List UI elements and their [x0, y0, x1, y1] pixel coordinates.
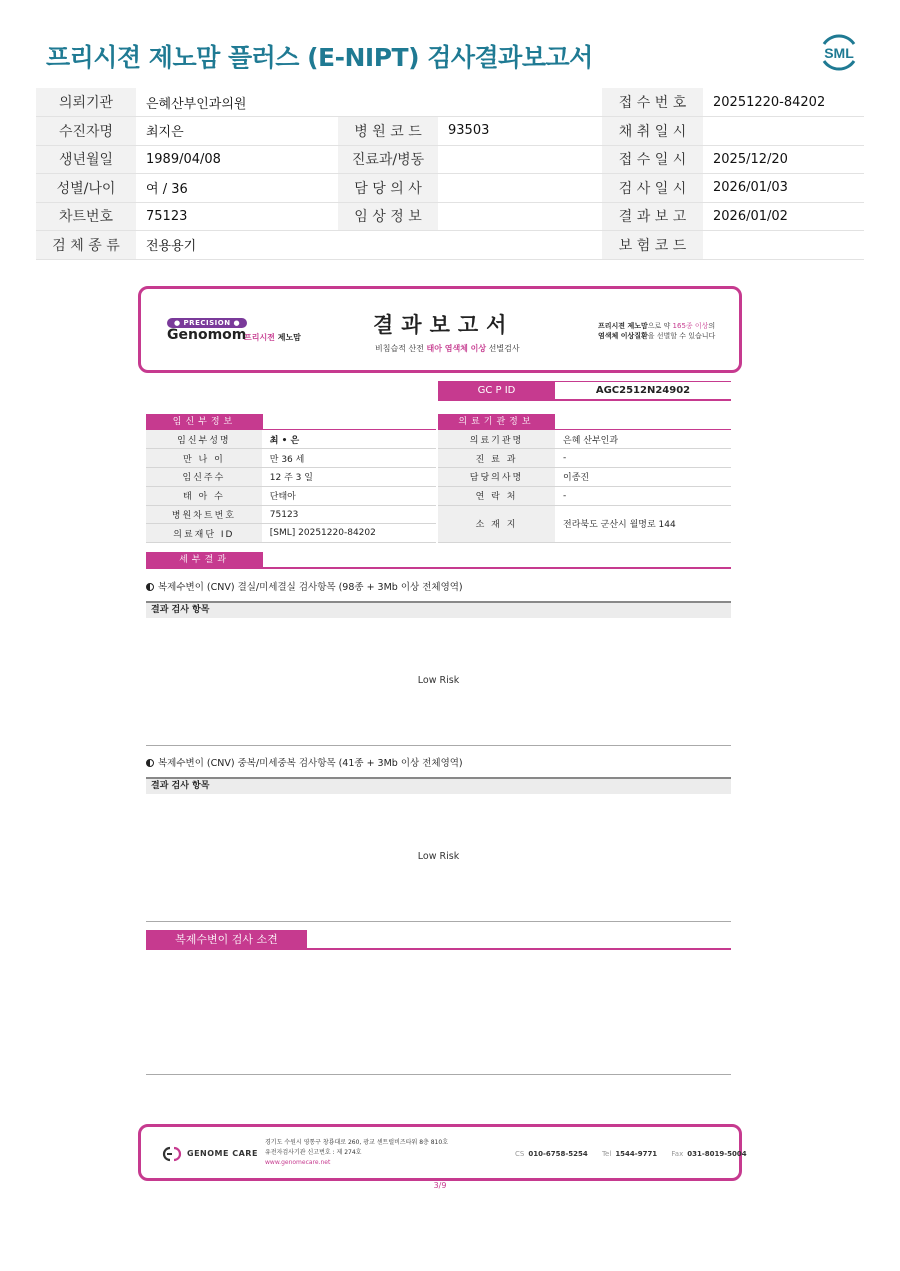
cnv-loss-bottom-line: [146, 745, 731, 746]
info-value: 여 / 36: [136, 174, 338, 203]
pregnant-label: 태 아 수: [146, 486, 262, 505]
institution-value: 이종진: [555, 468, 731, 487]
pregnant-value: [SML] 20251220-84202: [262, 524, 436, 543]
genomom-subname-pink: 프리시젼: [244, 333, 275, 342]
note-text-3: 을 선별할 수 있습니다: [647, 332, 716, 340]
institution-label: 소 재 지: [438, 505, 555, 543]
details-line: [146, 567, 731, 569]
info-value: 전용용기: [136, 231, 338, 260]
report-footer: [138, 1124, 747, 1181]
cnv-loss-title-text: 복제수변이 (CNV) 결실/미세결실 검사항목 (98종 + 3Mb 이상 전체영역): [158, 582, 463, 593]
info-label: 의뢰기관: [36, 88, 136, 117]
info-label: 병 원 코 드: [338, 117, 438, 146]
info-label: 차트번호: [36, 202, 136, 231]
info-value: 2026/01/03: [703, 174, 864, 203]
info-value: 20251220-84202: [703, 88, 864, 117]
opinion-bottom-line: [146, 1074, 731, 1075]
footer-address: [265, 1138, 448, 1168]
genome-care-logo-icon: [161, 1146, 183, 1162]
cs-label: CS: [515, 1150, 525, 1158]
cnv-loss-result: Low Risk: [417, 675, 460, 686]
institution-value: -: [555, 449, 731, 468]
page-number: 3/9: [433, 1181, 447, 1190]
info-value: [438, 174, 602, 203]
note-disease: 염색체 이상질환: [598, 332, 648, 340]
cnv-loss-header: 결과 검사 항목: [146, 601, 731, 618]
info-value: [438, 202, 602, 231]
genomom-subname: [244, 332, 301, 343]
cnv-loss-title: [146, 579, 463, 593]
info-value: 93503: [438, 117, 602, 146]
info-label: 성별/나이: [36, 174, 136, 203]
pregnant-value: 최 • 은: [262, 430, 436, 449]
report-subtitle-highlight: 태아 염색체 이상: [426, 344, 487, 353]
pregnant-row: [146, 524, 436, 543]
institution-value: 은혜 산부인과: [555, 430, 731, 449]
report-subtitle-post: 선별검사: [486, 344, 520, 353]
institution-info-tab: 의료기관정보: [438, 414, 555, 430]
genome-care-name: GENOME CARE: [187, 1149, 258, 1158]
tel-label: Tel: [601, 1150, 612, 1158]
footer-addr-line2: 유전자검사기관 신고번호 : 제 274호: [265, 1149, 362, 1156]
footer-url[interactable]: www.genomecare.net: [265, 1159, 331, 1166]
info-label: 검 체 종 류: [36, 231, 136, 260]
pregnant-label: 병원차트번호: [146, 505, 262, 524]
info-value: 2025/12/20: [703, 145, 864, 174]
info-value: 2026/01/02: [703, 202, 864, 231]
pregnant-label: 만 나 이: [146, 449, 262, 468]
info-row: [36, 88, 864, 117]
cnv-gain-title-text: 복제수변이 (CNV) 중복/미세중복 검사항목 (41종 + 3Mb 이상 전체영역): [158, 758, 463, 769]
cnv-gain-title: [146, 755, 463, 769]
report-subtitle-pre: 비침습적 산전: [375, 344, 427, 353]
pregnant-row: [146, 430, 436, 449]
institution-row: [438, 486, 731, 505]
info-label: 검 사 일 시: [602, 174, 703, 203]
fax-value: 031-8019-5004: [687, 1150, 747, 1158]
institution-info-table: [438, 430, 731, 543]
precision-badge-text: PRECISION: [183, 319, 231, 327]
note-count: 165종 이상: [672, 322, 709, 330]
details-tab: 세부결과: [146, 552, 263, 568]
gcpid-label: GC P ID: [438, 381, 555, 401]
footer-addr-line1: 경기도 수원시 영통구 창룡대로 260, 광교 센트럴비즈타워 8층 810호: [265, 1139, 448, 1146]
institution-row: [438, 430, 731, 449]
report-header-note: [598, 321, 738, 341]
note-text-1: 으로 약: [647, 322, 673, 330]
note-text-2: 의: [708, 322, 716, 330]
sml-logo-text: SML: [824, 45, 854, 61]
cnv-gain-header: 결과 검사 항목: [146, 777, 731, 794]
cs-value: 010-6758-5254: [528, 1150, 588, 1158]
pregnant-row: [146, 468, 436, 487]
info-value: [703, 117, 864, 146]
report-subtitle: [375, 343, 520, 354]
tel-value: 1544-9771: [615, 1150, 658, 1158]
institution-row: [438, 468, 731, 487]
pregnant-label: 임신부성명: [146, 430, 262, 449]
info-value: [703, 231, 864, 260]
institution-value: 전라북도 군산시 월명로 144: [555, 505, 731, 543]
info-value: 최지은: [136, 117, 338, 146]
half-circle-icon: [146, 759, 154, 767]
report-header: [138, 286, 742, 373]
cnv-gain-bottom-line: [146, 921, 731, 922]
info-value: [438, 231, 602, 260]
pregnant-row: [146, 505, 436, 524]
info-value: 75123: [136, 202, 338, 231]
info-label: 수진자명: [36, 117, 136, 146]
pregnant-value: 75123: [262, 505, 436, 524]
info-label: 생년월일: [36, 145, 136, 174]
institution-row: [438, 505, 731, 543]
institution-label: 연 락 처: [438, 486, 555, 505]
info-row: [36, 174, 864, 203]
info-value: [438, 145, 602, 174]
info-label: 접 수 번 호: [602, 88, 703, 117]
info-label: 진료과/병동: [338, 145, 438, 174]
embedded-report: [138, 286, 747, 1190]
info-row: [36, 231, 864, 260]
info-label: 결 과 보 고: [602, 202, 703, 231]
info-label: 접 수 일 시: [602, 145, 703, 174]
sml-logo-icon: [816, 30, 862, 74]
info-label: 채 취 일 시: [602, 117, 703, 146]
info-label: 담 당 의 사: [338, 174, 438, 203]
pregnant-value: 만 36 세: [262, 449, 436, 468]
institution-label: 진 료 과: [438, 449, 555, 468]
info-label: 보 험 코 드: [602, 231, 703, 260]
pregnant-row: [146, 449, 436, 468]
pregnant-info-table: [146, 430, 436, 543]
institution-label: 의료기관명: [438, 430, 555, 449]
page-title: 프리시젼 제노맘 플러스 (E-NIPT) 검사결과보고서: [46, 43, 593, 72]
fax-label: Fax: [671, 1150, 684, 1158]
half-circle-icon: [146, 583, 154, 591]
info-value: 은혜산부인과의원: [136, 88, 338, 117]
pregnant-value: 12 주 3 일: [262, 468, 436, 487]
report-title: 결과보고서: [373, 313, 515, 337]
info-label: [338, 231, 438, 260]
info-row: [36, 145, 864, 174]
footer-contact: [515, 1150, 759, 1158]
pregnant-row: [146, 486, 436, 505]
pregnant-label: 임신주수: [146, 468, 262, 487]
info-value: 1989/04/08: [136, 145, 338, 174]
patient-info-table: [36, 88, 864, 260]
pregnant-label: 의료재단 ID: [146, 524, 262, 543]
opinion-tab: 복제수변이 검사 소견: [146, 930, 307, 949]
genomom-logo: Genomom: [167, 327, 247, 343]
pregnant-value: 단태아: [262, 486, 436, 505]
institution-value: -: [555, 486, 731, 505]
pregnant-info-tab: 임신부정보: [146, 414, 263, 430]
gcpid-value: AGC2512N24902: [555, 381, 731, 401]
genomom-subname-black: 제노맘: [277, 333, 301, 342]
info-row: [36, 117, 864, 146]
institution-label: 담당의사명: [438, 468, 555, 487]
info-value: [438, 88, 602, 117]
precision-badge: ● PRECISION ●: [167, 318, 247, 328]
info-row: [36, 202, 864, 231]
info-label: 임 상 정 보: [338, 202, 438, 231]
opinion-line: [146, 948, 731, 950]
institution-row: [438, 449, 731, 468]
cnv-gain-result: Low Risk: [417, 851, 460, 862]
note-brand: 프리시젼 제노맘: [598, 322, 648, 330]
info-label: [338, 88, 438, 117]
